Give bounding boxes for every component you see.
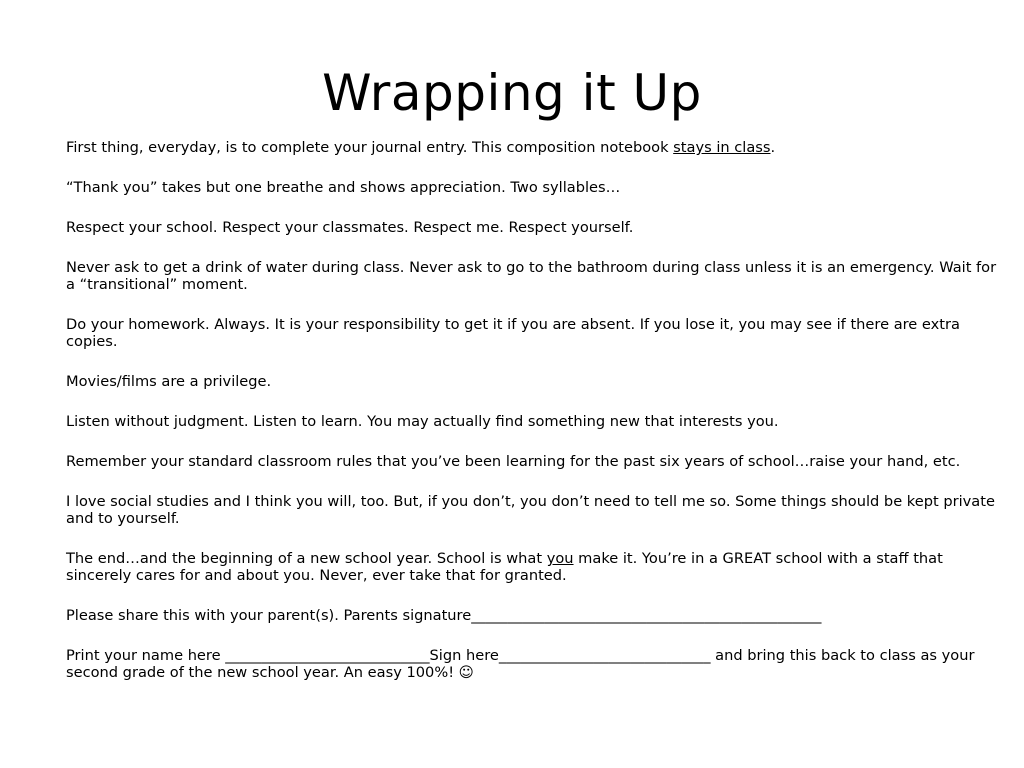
print-name-label: Print your name here	[66, 647, 226, 664]
paragraph-respect: Respect your school. Respect your classmates. Respect me. Respect yourself.	[66, 219, 634, 236]
bring-back-text: and bring this back to class as your second grade of the new school year. An easy 100%! ☺	[66, 647, 975, 681]
paragraph-journal	[66, 139, 1000, 156]
sign-here-label: Sign here	[429, 647, 499, 664]
parent-signature-label: Please share this with your parent(s). Parents signature	[66, 607, 472, 624]
paragraph-thank-you: “Thank you” takes but one breathe and shows appreciation. Two syllables…	[66, 179, 621, 196]
paragraph-parent-signature	[66, 607, 1000, 624]
underlined-stays-in-class: stays in class	[673, 139, 771, 156]
paragraph-water-bathroom: Never ask to get a drink of water during class. Never ask to go to the bathroom during class unless it is an emergency. Wait for a “transitional” moment.	[66, 259, 997, 293]
paragraph-journal-text: First thing, everyday, is to complete your journal entry. This composition notebook	[66, 139, 674, 156]
paragraph-new-year-start: The end…and the beginning of a new school year. School is what	[66, 550, 547, 567]
paragraph-new-year	[66, 550, 1000, 584]
paragraph-print-sign	[66, 647, 1000, 681]
paragraph-homework: Do your homework. Always. It is your responsibility to get it if you are absent. If you lose it, you may see if there are extra copies.	[66, 316, 960, 350]
underlined-you: you	[546, 550, 574, 567]
slide-title: Wrapping it Up	[322, 64, 702, 122]
paragraph-rules: Remember your standard classroom rules that you’ve been learning for the past six years of school…raise your hand, etc.	[66, 453, 961, 470]
paragraph-social-studies: I love social studies and I think you will, too. But, if you don’t, you don’t need to tell me so. Some things should be kept private and to yourself.	[66, 493, 995, 527]
paragraph-listen: Listen without judgment. Listen to learn. You may actually find something new that interests you.	[66, 413, 779, 430]
slide-body	[66, 139, 1000, 681]
paragraph-movies: Movies/films are a privilege.	[66, 373, 272, 390]
parent-signature-line[interactable]: ________________________________________________	[471, 607, 822, 624]
print-name-line[interactable]: ____________________________	[225, 647, 430, 664]
paragraph-journal-end: .	[770, 139, 776, 156]
sign-here-line[interactable]: _____________________________	[498, 647, 711, 664]
paragraph-new-year-end: make it. You’re in a GREAT school with a staff that sincerely cares for and about you. Never, ever take that for granted.	[66, 550, 943, 584]
